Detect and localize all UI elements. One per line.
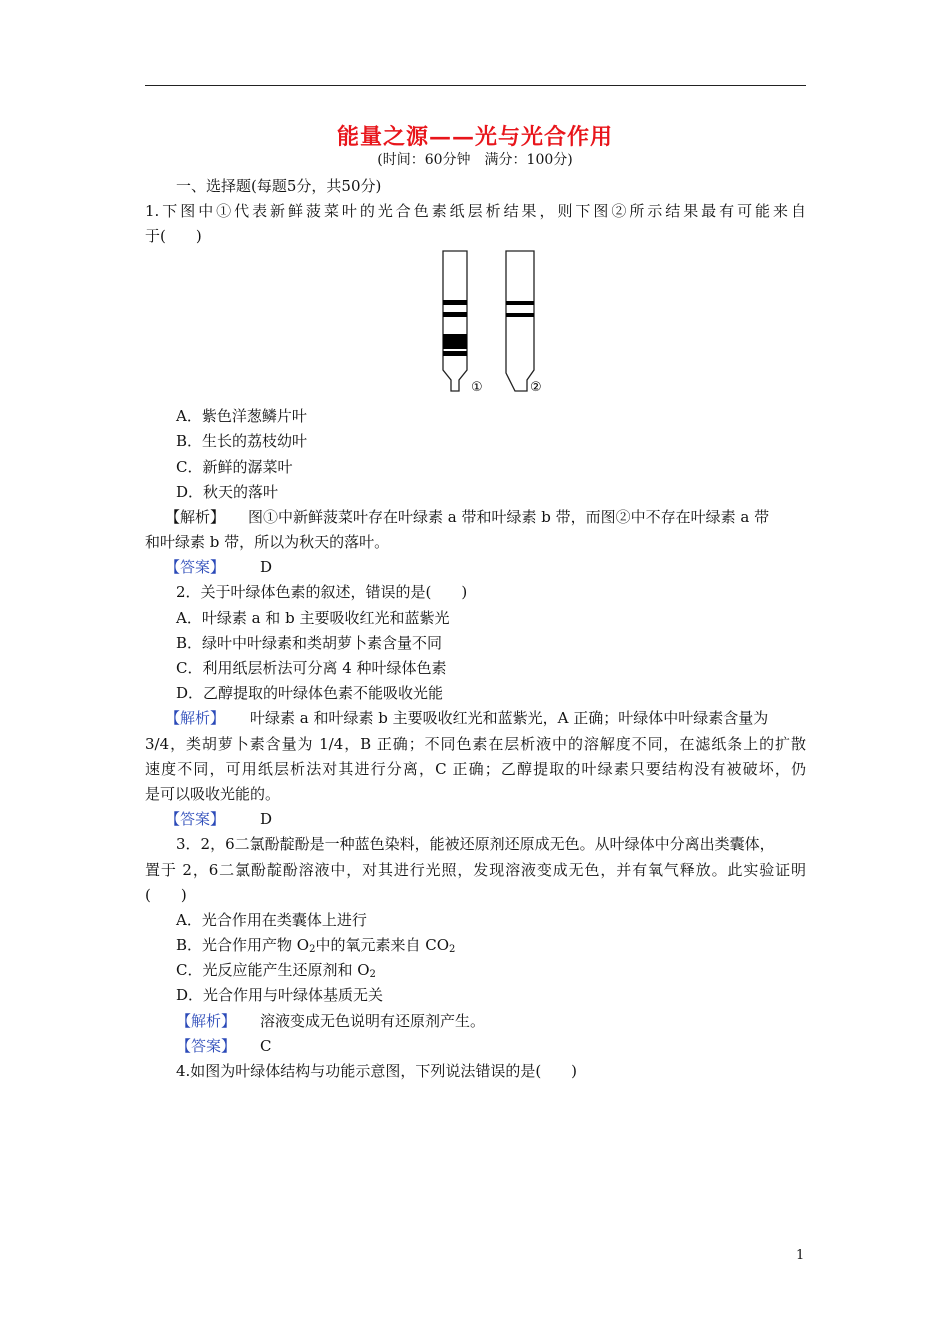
q3-stem-line3: ( ) xyxy=(145,886,187,904)
q2-option-d: D．乙醇提取的叶绿体色素不能吸收光能 xyxy=(176,684,444,702)
page-title: 能量之源——光与光合作用 xyxy=(336,124,613,150)
subscript-2: 2 xyxy=(309,944,316,955)
q2-stem: 2．关于叶绿体色素的叙述，错误的是( ) xyxy=(176,583,468,601)
q1-answer-tag: 【答案】 xyxy=(165,558,226,576)
strip-1-label: ① xyxy=(471,380,483,395)
section-heading: 一、选择题(每题5分，共50分) xyxy=(176,177,382,195)
q3-answer-tag: 【答案】 xyxy=(176,1037,237,1055)
q3-option-d: D．光合作用与叶绿体基质无关 xyxy=(176,986,384,1004)
page-subtitle: (时间：60分钟 满分：100分) xyxy=(377,152,573,168)
band-carotene xyxy=(443,300,467,305)
q2-analysis-tag: 【解析】 xyxy=(165,709,226,727)
q1-option-c: C．新鲜的潺菜叶 xyxy=(176,458,293,476)
band-2-upper xyxy=(506,301,534,305)
q3-analysis: 溶液变成无色说明有还原剂产生。 xyxy=(260,1012,486,1030)
chromatography-figure xyxy=(432,248,552,398)
subscript-2: 2 xyxy=(449,944,456,955)
band-chlorophyll-a xyxy=(443,334,467,349)
page-number: 1 xyxy=(796,1248,805,1263)
q3-option-c-text: C．光反应能产生还原剂和 O xyxy=(176,961,370,979)
q3-option-b-text2: 中的氧元素来自 CO xyxy=(315,936,450,954)
q2-analysis-line1: 叶绿素 a 和叶绿素 b 主要吸收红光和蓝紫光，A 正确；叶绿体中叶绿素含量为 xyxy=(250,709,769,727)
band-xanthophyll xyxy=(443,312,467,317)
q4-stem: 4.如图为叶绿体结构与功能示意图，下列说法错误的是( ) xyxy=(176,1062,578,1080)
band-2-lower xyxy=(506,313,534,317)
q1-answer: D xyxy=(260,558,273,576)
q2-analysis-line2: 3/4，类胡萝卜素含量为 1/4，B 正确；不同色素在层析液中的溶解度不同，在滤纸条上的扩散 xyxy=(145,735,806,753)
q2-analysis-line3: 速度不同，可用纸层析法对其进行分离，C 正确；乙醇提取的叶绿素只要结构没有被破坏，仍 xyxy=(145,760,806,778)
q3-stem-line2: 置于 2，6二氯酚靛酚溶液中，对其进行光照，发现溶液变成无色，并有氧气释放。此实验证明 xyxy=(145,861,806,879)
q3-option-a: A．光合作用在类囊体上进行 xyxy=(176,911,367,929)
header-rule xyxy=(145,85,806,86)
q3-option-b-text1: B．光合作用产物 O xyxy=(176,936,310,954)
q2-option-a: A．叶绿素 a 和 b 主要吸收红光和蓝紫光 xyxy=(176,609,450,627)
q3-answer: C xyxy=(260,1037,272,1055)
q1-stem-line2: 于( ) xyxy=(145,227,202,245)
band-chlorophyll-b xyxy=(443,351,467,356)
q1-analysis-line2: 和叶绿素 b 带，所以为秋天的落叶。 xyxy=(145,533,390,551)
q3-stem-line1: 3．2，6二氯酚靛酚是一种蓝色染料，能被还原剂还原成无色。从叶绿体中分离出类囊体， xyxy=(176,835,775,853)
q2-option-c: C．利用纸层析法可分离 4 种叶绿体色素 xyxy=(176,659,447,677)
strip-2-label: ② xyxy=(530,380,542,395)
q3-analysis-tag: 【解析】 xyxy=(176,1012,237,1030)
q3-option-b xyxy=(176,935,455,955)
q1-stem-line1: 1.下图中①代表新鲜菠菜叶的光合色素纸层析结果，则下图②所示结果最有可能来自 xyxy=(145,202,806,220)
paper-strip-1 xyxy=(443,251,467,391)
q2-option-b: B．绿叶中叶绿素和类胡萝卜素含量不同 xyxy=(176,634,443,652)
q3-option-c xyxy=(176,960,376,980)
q2-answer-tag: 【答案】 xyxy=(165,810,226,828)
q2-answer: D xyxy=(260,810,273,828)
subscript-2: 2 xyxy=(369,969,376,980)
paper-strip-2 xyxy=(506,251,534,391)
q1-option-d: D．秋天的落叶 xyxy=(176,483,279,501)
q1-option-b: B．生长的荔枝幼叶 xyxy=(176,432,308,450)
q2-analysis-line4: 是可以吸收光能的。 xyxy=(145,785,281,803)
q1-option-a: A．紫色洋葱鳞片叶 xyxy=(176,407,307,425)
q1-analysis-line1: 图①中新鲜菠菜叶存在叶绿素 a 带和叶绿素 b 带，而图②中不存在叶绿素 a 带 xyxy=(248,508,770,526)
q1-analysis-tag: 【解析】 xyxy=(165,508,226,526)
